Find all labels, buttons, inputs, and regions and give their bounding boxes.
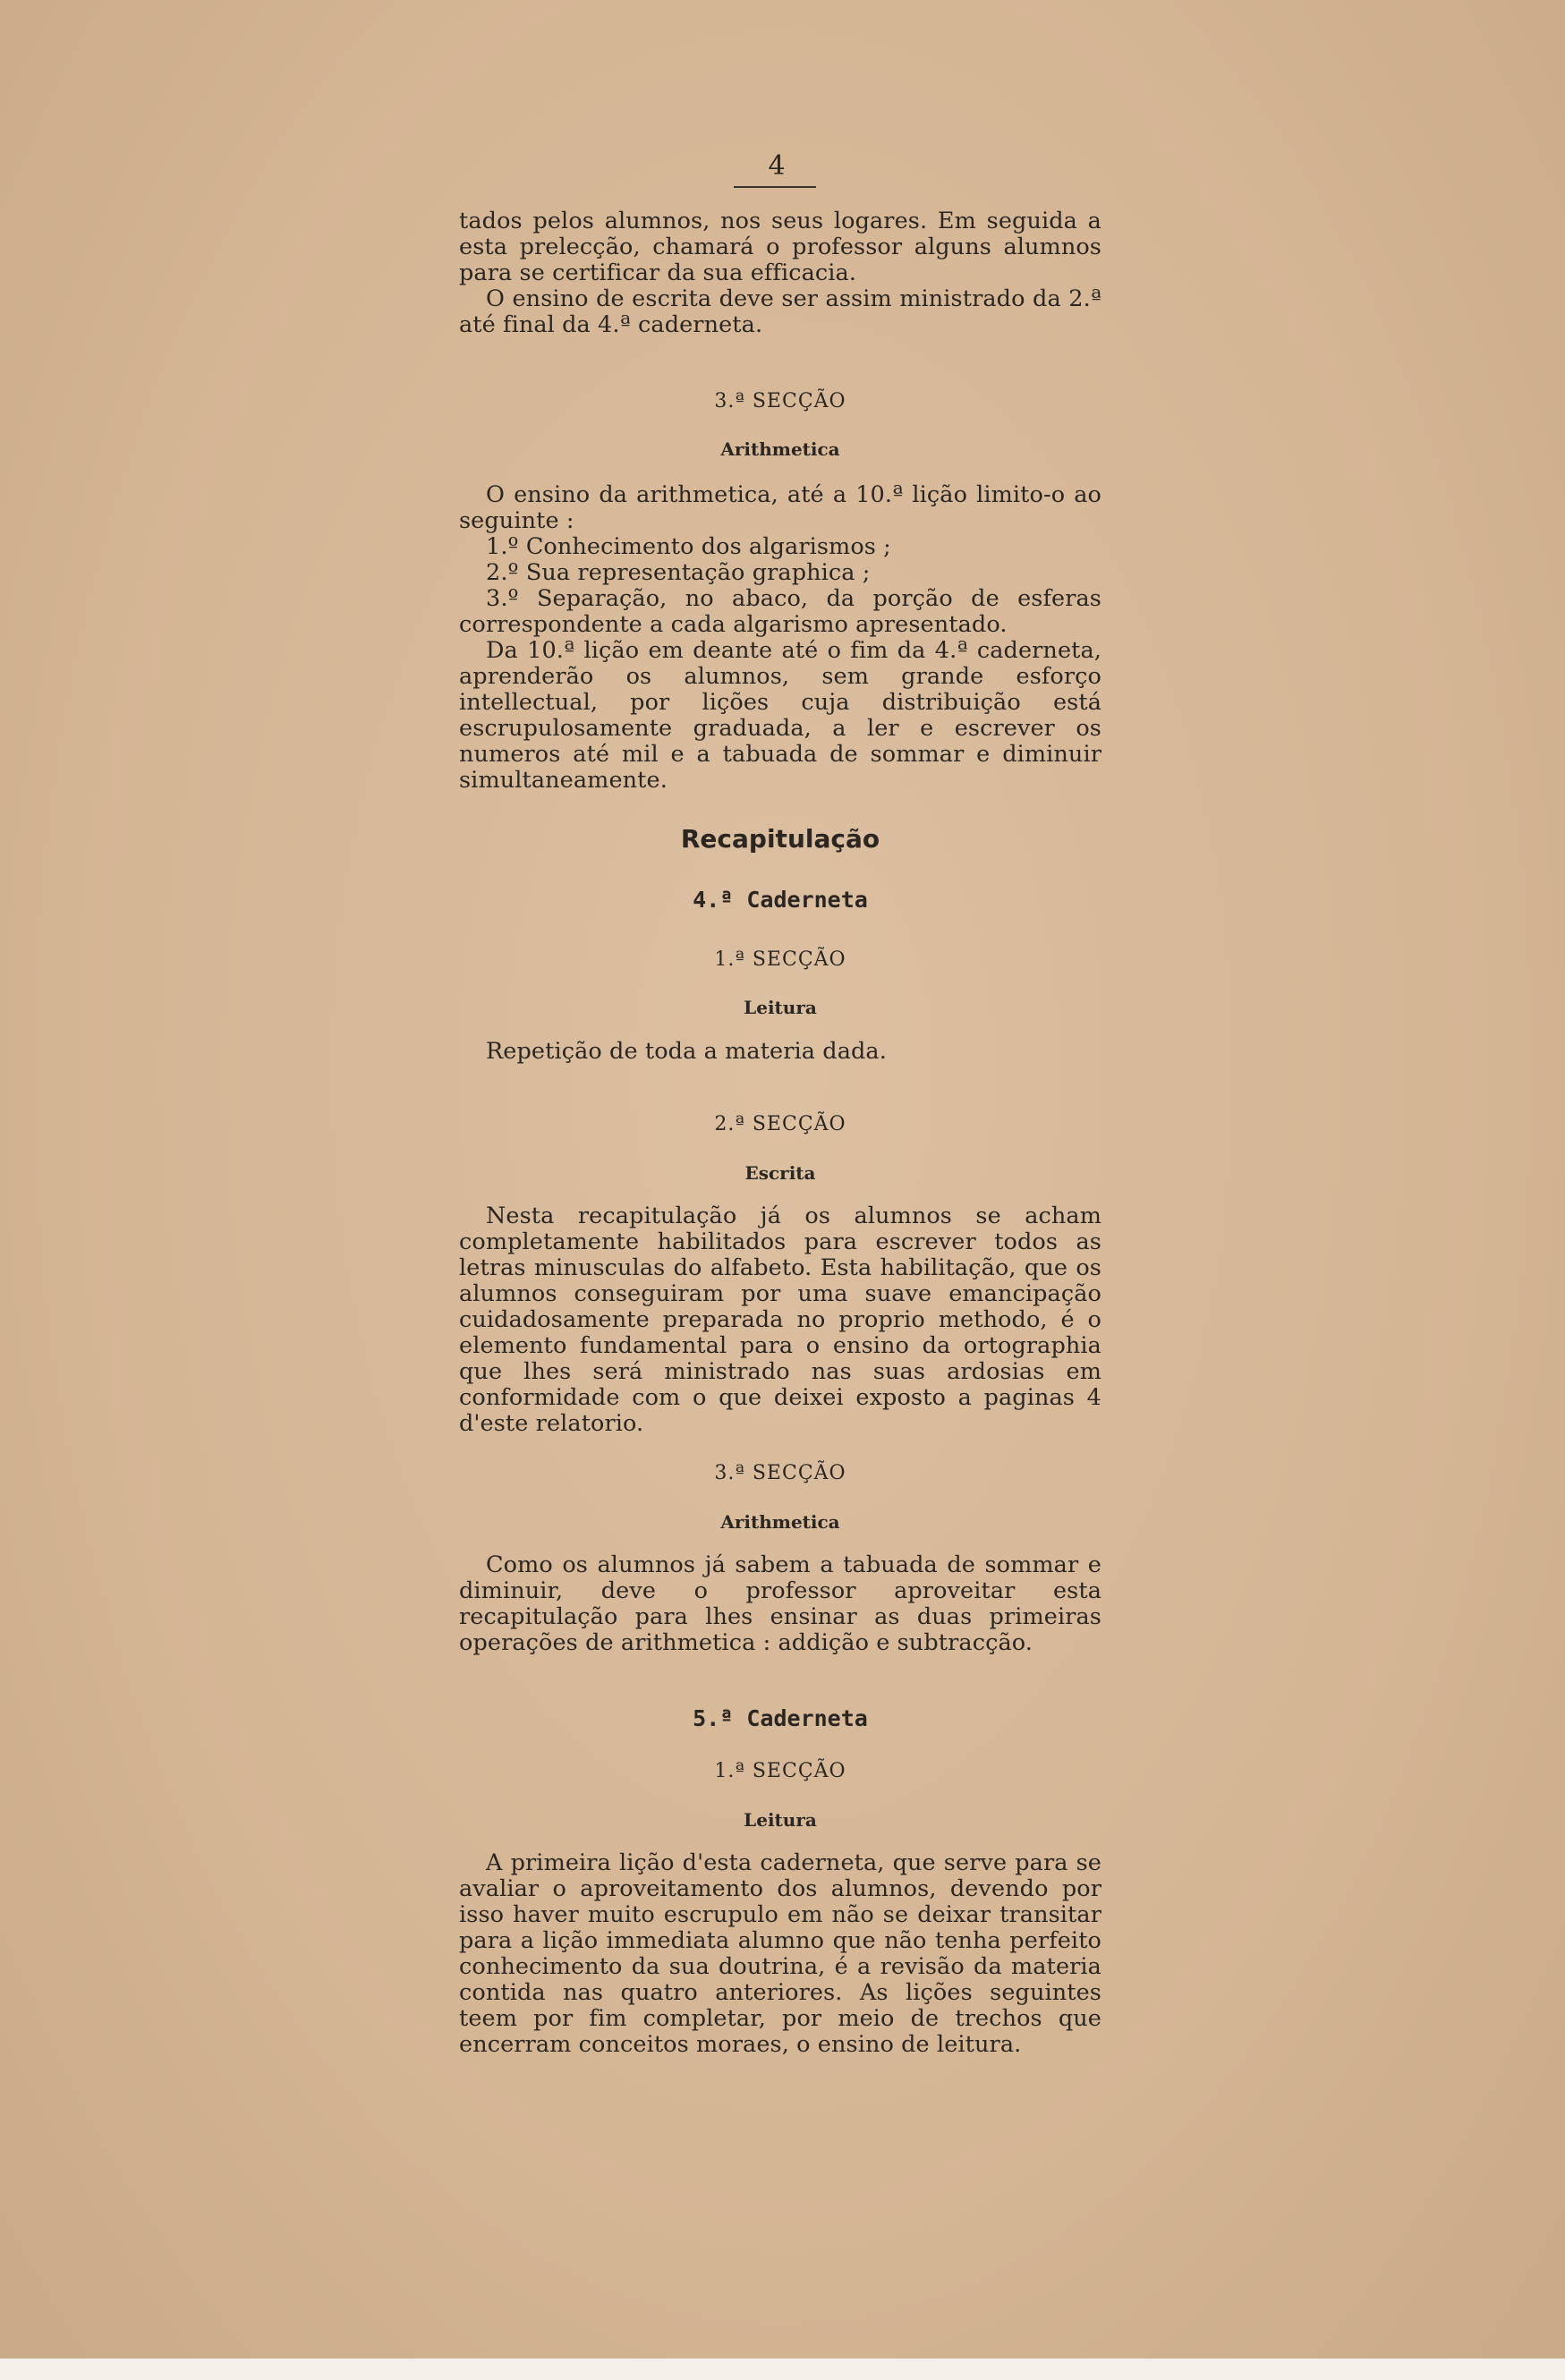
c5-section-1-title: 1.ª SECÇÃO bbox=[714, 1760, 846, 1782]
c4-section-1-subtitle: Leitura bbox=[744, 997, 817, 1018]
c4-section-3-title: 3.ª SECÇÃO bbox=[714, 1462, 846, 1484]
c5-section-1-paragraph: A primeira lição d'esta caderneta, que serve para se avaliar o aproveitamento dos alumnos, devendo por isso haver muito escrupulo em não se deixar transitar para a lição immediata alumno que não tenha perfeito conhecimento da sua doutrina, é a revisão da materia contida nas quatro anteriores. As lições seguintes teem por fim completar, por meio de trechos que encerram conceitos moraes, o ensino de leitura. bbox=[459, 1849, 1101, 2058]
arithmetic-block bbox=[459, 482, 1101, 794]
section-3-subtitle: Arithmetica bbox=[720, 438, 840, 460]
intro-paragraph-1: tados pelos alumnos, nos seus logares. Em seguida a esta prelecção, chamará o professor alguns alumnos para se certificar da sua efficacia. bbox=[459, 208, 1101, 286]
arithmetic-paragraph-2: Da 10.ª lição em deante até o fim da 4.ª caderneta, aprenderão os alumnos, sem grande esforço intellectual, por lições cuja distribuição está escrupulosamente graduada, a ler e escrever os numeros até mil e a tabuada de sommar e diminuir simultaneamente. bbox=[459, 637, 1101, 794]
c4-section-2-block bbox=[459, 1203, 1101, 1437]
c4-section-1-paragraph: Repetição de toda a materia dada. bbox=[486, 1038, 887, 1065]
c4-section-3-subtitle: Arithmetica bbox=[720, 1511, 840, 1533]
c4-section-2-paragraph: Nesta recapitulação já os alumnos se acham completamente habilitados para escrever todos as letras minusculas do alfabeto. Esta habilitação, que os alumnos conseguiram por uma suave emancipação cuidadosamente preparada no proprio methodo, é o elemento fundamental para o ensino da ortographia que lhes será ministrado nas suas ardosias em conformidade com o que deixei exposto a paginas 4 d'este relatorio. bbox=[459, 1203, 1101, 1437]
c4-section-2-subtitle: Escrita bbox=[744, 1162, 816, 1184]
c5-section-1-subtitle: Leitura bbox=[744, 1809, 817, 1831]
caderneta-5-heading: 5.ª Caderneta bbox=[693, 1705, 868, 1731]
c4-section-3-paragraph: Como os alumnos já sabem a tabuada de sommar e diminuir, deve o professor aproveitar esta recapitulação para lhes ensinar as duas primeiras operações de arithmetica : addição e subtracção. bbox=[459, 1551, 1101, 1656]
scan-bottom-edge bbox=[0, 2359, 1565, 2380]
arithmetic-paragraph-1: O ensino da arithmetica, até a 10.ª lição limito-o ao seguinte : bbox=[459, 481, 1101, 534]
page-number-rule bbox=[734, 186, 816, 188]
c5-section-1-block bbox=[459, 1850, 1101, 2058]
arithmetic-item-2: 2.º Sua representação graphica ; bbox=[486, 559, 871, 586]
recapitulation-heading: Recapitulação bbox=[680, 824, 880, 854]
c4-section-3-block bbox=[459, 1552, 1101, 1656]
c4-section-2-title: 2.ª SECÇÃO bbox=[714, 1113, 846, 1135]
section-3-title: 3.ª SECÇÃO bbox=[714, 390, 846, 412]
intro-block bbox=[459, 208, 1101, 338]
intro-paragraph-2: O ensino de escrita deve ser assim ministrado da 2.ª até final da 4.ª caderneta. bbox=[459, 285, 1101, 338]
c4-section-1-title: 1.ª SECÇÃO bbox=[714, 948, 846, 971]
page-number: 4 bbox=[768, 150, 786, 182]
caderneta-4-heading: 4.ª Caderneta bbox=[693, 887, 868, 913]
arithmetic-item-3: 3.º Separação, no abaco, da porção de esferas correspondente a cada algarismo apresentado. bbox=[459, 585, 1101, 638]
arithmetic-item-1: 1.º Conhecimento dos algarismos ; bbox=[486, 533, 891, 560]
c4-section-1-block bbox=[459, 1039, 1101, 1065]
